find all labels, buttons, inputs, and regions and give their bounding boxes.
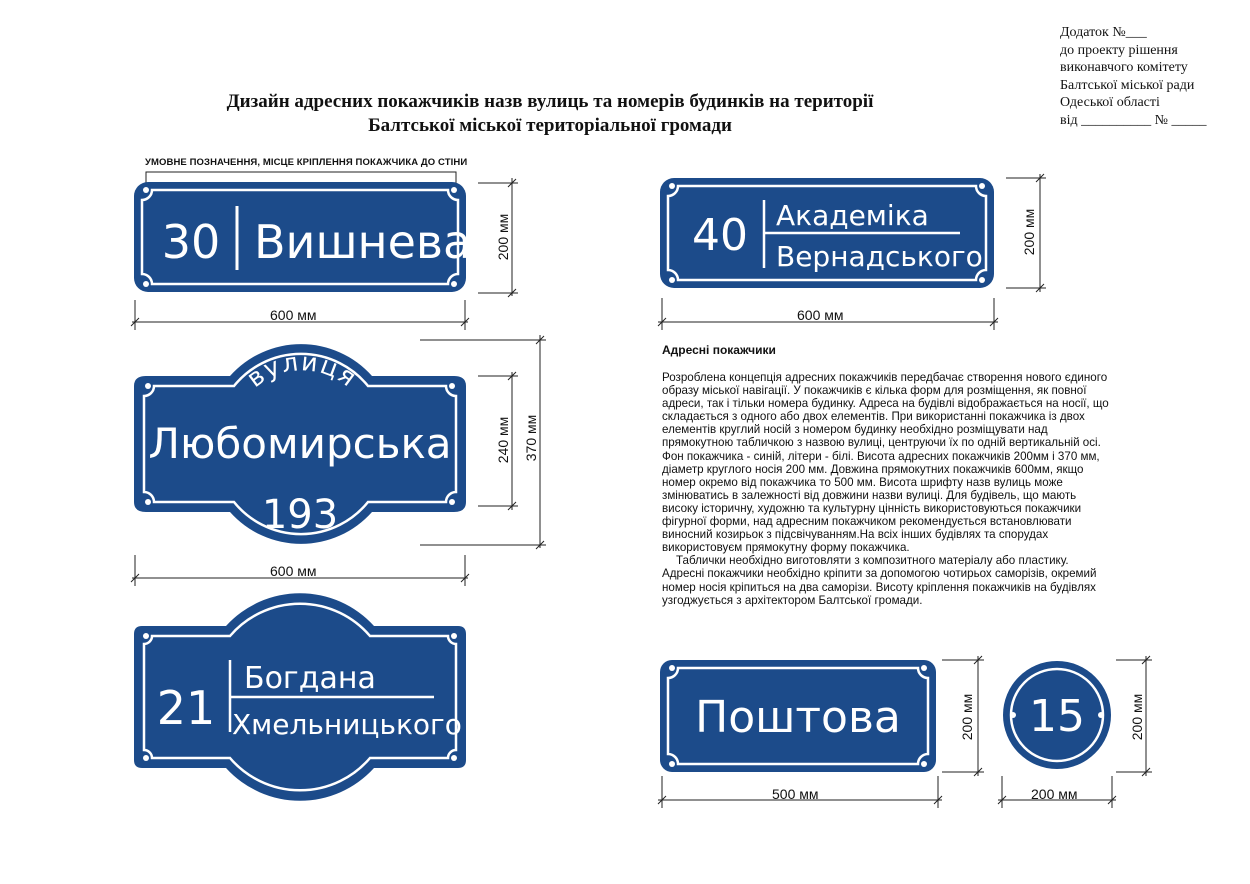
dim-height-akademika: 200 мм [1021,208,1037,256]
sign-street: Поштова [695,692,901,743]
sign-number: 30 [161,215,221,269]
annex-line: Одеської області [1060,95,1160,110]
sign-akademika [660,178,996,290]
dim-height-poshtova: 200 мм [959,693,975,741]
dim-width-round15: 200 мм [1031,786,1078,802]
sign-street: Любомирська [148,419,452,468]
annex-line: до проекту рішення [1060,42,1178,58]
sign-street-line1: Академіка [776,199,929,232]
sign-poshtova [660,660,938,774]
title-line-2: Балтської міської територіальної громади [368,115,732,136]
sign-lyubomyrska [134,340,468,554]
dim-width-akademika: 600 мм [797,307,844,323]
sign-number: 21 [156,681,216,735]
sign-number: 193 [261,492,339,538]
dim-height-vyshneva: 200 мм [495,213,511,261]
section-title: Адресні покажчики [662,343,776,357]
section-paragraph-2: Таблички необхідно виготовляти з композитного матеріалу або пластику. Адресні покажчики необхідно кріпити за допомогою чотирьох саморізів, окремий номер носія кріпиться на два саморізи. Висоту кріплення покажчиків на будівлях узгоджується з архітектором Балтської громади. [662,554,1097,607]
dim-height-inner-lyubomyrska: 240 мм [495,416,511,464]
dim-width-poshtova: 500 мм [772,786,819,802]
sign-prefix: вулиця [241,347,363,393]
section-paragraph-1: Розроблена концепція адресних покажчиків передбачає створення нового єдиного образу міської навігації. У покажчиків є кілька форм для розміщення, як повної адреси, так і тільки номера будинку. Адреса на будівлі відображається на носії, що складається з одного або двох елементів. При використанні покажчика із двох елементів круглий носій з номером будинку необхідно розміщувати над прямокутною табличкою з назвою вулиці, центруючи їх по одній вертикальній осі. Фон покажчика - синій, літери - білі. Висота адресних покажчиків 200мм і 370 мм, діаметр круглого носія 200 мм. Довжина прямокутних покажчиків 600мм, якщо номер окремо від покажчика то 500 мм. Висота шрифту назв вулиць може змінюватись в залежності від довжини назви вулиці. Для будівель, що мають високу історичну, художню та культурну цінність використовуються покажчики фігурної форми, над адресним покажчиком рекомендується встановлювати виносний козирьок з підсвічуванням.На всіх інших будівлях та спорудах використовуєм прямокутну форму покажчика. [662,371,1109,555]
sign-street-line2: Вернадського [776,240,983,273]
sign-number: 15 [1029,691,1085,742]
section-body [662,371,1112,607]
sign-round15 [1002,660,1114,772]
sign-street-line2: Хмельницького [232,708,462,741]
title-line-1: Дизайн адресних покажчиків назв вулиць та номерів будинків на території [226,91,874,112]
dim-width-lyubomyrska: 600 мм [270,563,317,579]
sign-number: 40 [692,210,748,261]
sign-street-line1: Богдана [244,661,376,696]
annex-line: Балтської міської ради [1060,77,1195,93]
annex-line: від __________ № _____ [1060,112,1207,128]
dim-height-outer-lyubomyrska: 370 мм [523,414,539,462]
dim-width-vyshneva: 600 мм [270,307,317,323]
sign-vyshneva [134,182,472,294]
annex-line: виконавчого комітету [1060,60,1188,75]
dim-height-round15: 200 мм [1129,693,1145,741]
mount-caption: УМОВНЕ ПОЗНАЧЕННЯ, МІСЦЕ КРІПЛЕННЯ ПОКАЖЧИКА ДО СТІНИ [145,157,468,168]
sign-bohdana [134,596,468,776]
annex-line: Додаток №___ [1060,25,1147,40]
sign-street: Вишнева [254,215,472,269]
